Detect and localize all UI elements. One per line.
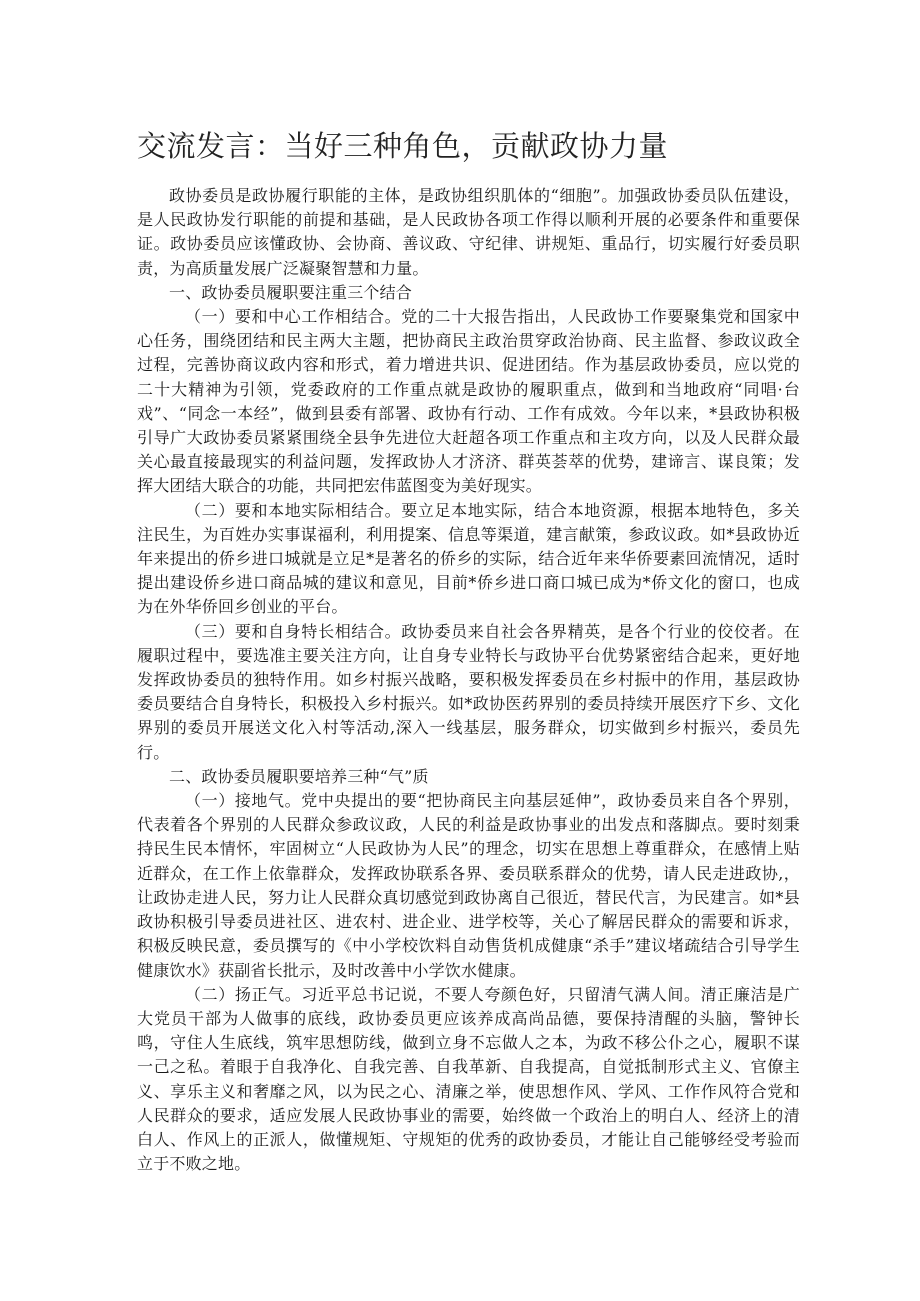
section1-paragraph-3: （三）要和自身特长相结合。政协委员来自社会各界精英，是各个行业的佼佼者。在履职过程中，要选准主要关注方向，让自身专业特长与政协平台优势紧密结合起来，更好地发挥政协委员的独特作用。如乡村振兴战略，要积极发挥委员在乡村振中的作用，基层政协委员要结合自身特长，积极投入乡村振兴。如*政协医药界别的委员持续开展医疗下乡、文化界别的委员开展送文化入村等活动,深入一线基层，服务群众，切实做到乡村振兴，委员先行。 <box>137 621 800 762</box>
section2-paragraph-2: （二）扬正气。习近平总书记说，不要人夸颜色好，只留清气满人间。清正廉洁是广大党员干部为人做事的底线，政协委员更应该养成高尚品德，要保持清醒的头脑，警钟长鸣，守住人生底线，筑牢思想防线，做到立身不忘做人之本，为政不移公仆之心，履职不谋一己之私。着眼于自我净化、自我完善、自我革新、自我提高，自觉抵制形式主义、官僚主义、享乐主义和奢靡之风，以为民之心、清廉之举，使思想作风、学风、工作作风符合党和人民群众的要求，适应发展人民政协事业的需要，始终做一个政治上的明白人、经济上的清白人、作风上的正派人，做懂规矩、守规矩的优秀的政协委员，才能让自己能够经受考验而立于不败之地。 <box>137 984 800 1174</box>
section2-heading: 二、政协委员履职要培养三种“气”质 <box>169 766 429 786</box>
intro-paragraph: 政协委员是政协履行职能的主体，是政协组织肌体的“细胞”。加强政协委员队伍建设，是人民政协发行职能的前提和基础，是人民政协各项工作得以顺利开展的必要条件和重要保证。政协委员应该懂政协、会协商、善议政、守纪律、讲规矩、重品行，切实履行好委员职责，为高质量发展广泛凝聚智慧和力量。 <box>137 186 800 278</box>
document-page <box>137 125 800 1176</box>
section1-paragraph-2: （二）要和本地实际相结合。要立足本地实际，结合本地资源，根据本地特色，多关注民生，为百姓办实事谋福利，利用提案、信息等渠道，建言献策，参政议政。如*县政协近年来提出的侨乡进口城就是立足*是著名的侨乡的实际，结合近年来华侨要素回流情况，适时提出建设侨乡进口商品城的建议和意见，目前*侨乡进口商口城已成为*侨文化的窗口，也成为在外华侨回乡创业的平台。 <box>137 500 800 617</box>
document-title: 交流发言：当好三种角色，贡献政协力量 <box>137 129 669 163</box>
section2-paragraph-1: （一）接地气。党中央提出的要“把协商民主向基层延伸”，政协委员来自各个界别，代表着各个界别的人民群众参政议政，人民的利益是政协事业的出发点和落脚点。要时刻秉持民生民本情怀，牢固树立“人民政协为人民”的理念，切实在思想上尊重群众，在感情上贴近群众，在工作上依靠群众，发挥政协联系各界、委员联系群众的优势，请人民走进政协,，让政协走进人民，努力让人民群众真切感觉到政协离自己很近，替民代言，为民建言。如*县政协积极引导委员进社区、进农村、进企业、进学校等，关心了解居民群众的需要和诉求，积极反映民意，委员撰写的《中小学校饮料自动售货机成健康“杀手”建议堵疏结合引导学生健康饮水》获副省长批示，及时改善中小学饮水健康。 <box>137 791 800 980</box>
section1-heading: 一、政协委员履职要注重三个结合 <box>169 282 413 302</box>
section1-paragraph-1: （一）要和中心工作相结合。党的二十大报告指出，人民政协工作要聚集党和国家中心任务，围绕团结和民主两大主题，把协商民主政治贯穿政治协商、民主监督、参政议政全过程，完善协商议政内容和形式，着力增进共识、促进团结。作为基层政协委员，应以党的二十大精神为引领，党委政府的工作重点就是政协的履职重点，做到和当地政府“同唱·台戏”、“同念一本经”，做到县委有部署、政协有行动、工作有成效。今年以来，*县政协积极引导广大政协委员紧紧围绕全县争先进位大赶超各项工作重点和主攻方向，以及人民群众最关心最直接最现实的利益问题，发挥政协人才济济、群英荟萃的优势，建谛言、谋良策；发挥大团结大联合的功能，共同把宏伟蓝图变为美好现实。 <box>137 307 800 496</box>
